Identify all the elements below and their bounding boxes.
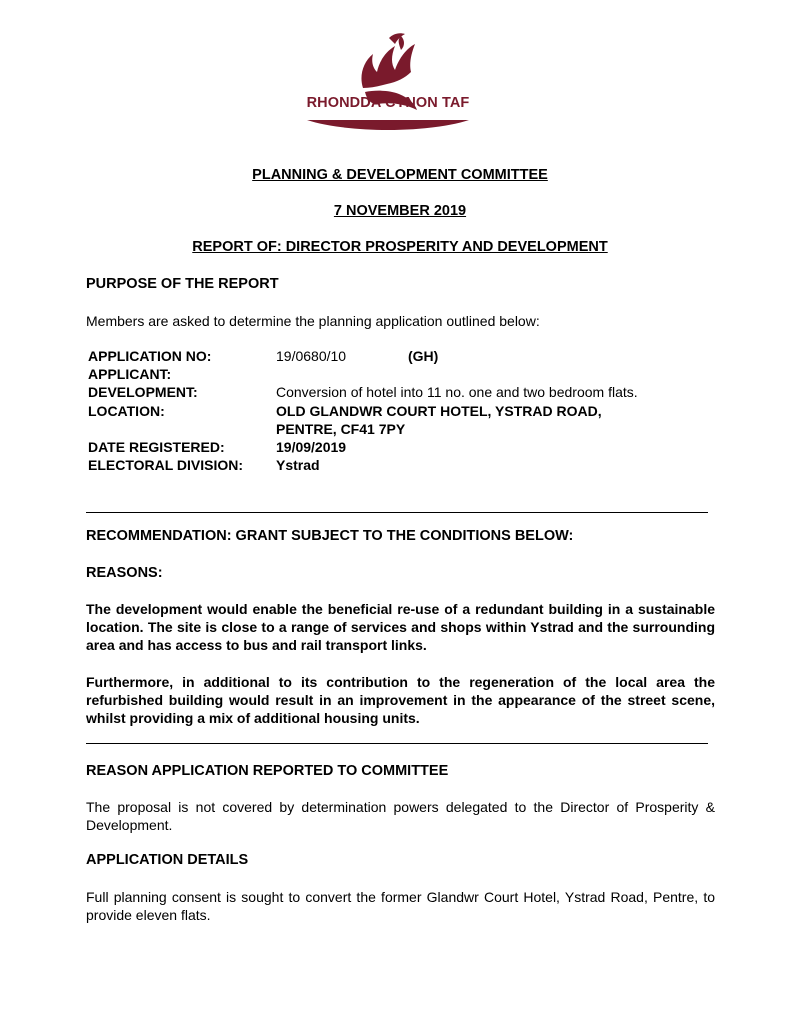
council-name: RHONDDA CYNON TAF (306, 95, 470, 111)
recommendation: RECOMMENDATION: GRANT SUBJECT TO THE CONDITIONS BELOW: (86, 528, 574, 544)
date-registered-row (88, 438, 688, 456)
divider (86, 743, 708, 744)
reasons-heading: REASONS: (86, 565, 163, 581)
committee-title: PLANNING & DEVELOPMENT COMMITTEE (252, 167, 548, 183)
divider (86, 512, 708, 513)
reasons-paragraph-1: The development would enable the beneficial re-use of a redundant building in a sustainable location. The site is close to a range of services and shops within Ystrad and the surrounding area and has access to bus and rail transport links. (86, 601, 715, 653)
development-value: Conversion of hotel into 11 no. one and two bedroom flats. (276, 384, 638, 400)
electoral-division-label: ELECTORAL DIVISION: (88, 457, 244, 473)
location-label: LOCATION: (88, 403, 165, 419)
development-row (88, 383, 688, 401)
council-logo (301, 18, 475, 136)
officer-ref: (GH) (408, 348, 439, 364)
applicant-label: APPLICANT: (88, 366, 172, 382)
dragon-emblem-icon (301, 18, 475, 136)
application-no-label: APPLICATION NO: (88, 348, 212, 364)
application-details-text: Full planning consent is sought to convert the former Glandwr Court Hotel, Ystrad Road, Pentre, to provide eleven flats. (86, 889, 715, 923)
electoral-division-row (88, 456, 688, 474)
electoral-division-value: Ystrad (276, 457, 320, 473)
development-label: DEVELOPMENT: (88, 384, 198, 400)
date-registered-value: 19/09/2019 (276, 439, 347, 455)
reason-reported-heading: REASON APPLICATION REPORTED TO COMMITTEE (86, 763, 449, 779)
location-row (88, 402, 688, 438)
date-registered-label: DATE REGISTERED: (88, 439, 225, 455)
location-value: OLD GLANDWR COURT HOTEL, YSTRAD ROAD, PENTRE, CF41 7PY (276, 403, 602, 437)
application-details-heading: APPLICATION DETAILS (86, 852, 249, 868)
purpose-heading: PURPOSE OF THE REPORT (86, 276, 279, 292)
purpose-text: Members are asked to determine the planning application outlined below: (86, 313, 540, 329)
report-of: REPORT OF: DIRECTOR PROSPERITY AND DEVELOPMENT (192, 239, 608, 255)
application-no-value: 19/0680/10 (276, 348, 347, 364)
applicant-value (276, 365, 646, 383)
reasons-paragraph-2: Furthermore, in additional to its contribution to the regeneration of the local area the refurbished building would result in an improvement in the appearance of the street scene, whilst providing a mix of additional housing units. (86, 674, 715, 726)
application-summary-table (88, 347, 688, 474)
reason-reported-text: The proposal is not covered by determination powers delegated to the Director of Prosperity & Development. (86, 799, 715, 833)
applicant-row (88, 365, 688, 383)
application-no-row (88, 347, 688, 365)
meeting-date: 7 NOVEMBER 2019 (333, 203, 467, 219)
